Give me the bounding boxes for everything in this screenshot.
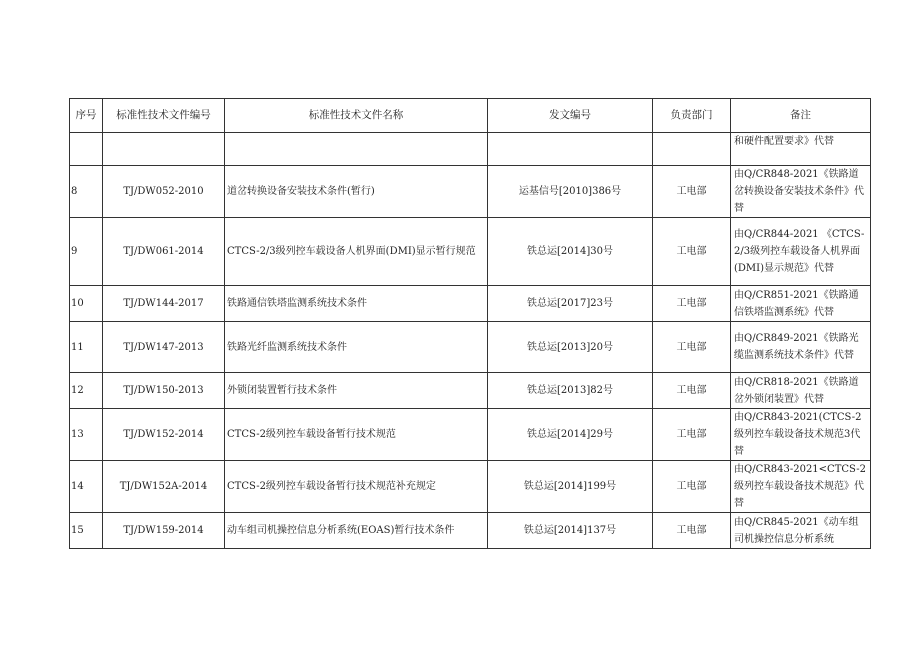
row-note: 由Q/CR843-2021<CTCS-2级列控车载设备技术规范》代替 bbox=[731, 461, 871, 513]
row-doc-number: 铁总运[2014]137号 bbox=[488, 513, 653, 549]
row-note: 由Q/CR818-2021《铁路道岔外锁闭装置》代替 bbox=[731, 373, 871, 409]
table-row bbox=[70, 461, 871, 513]
table-row bbox=[70, 218, 871, 286]
row-name: 动车组司机操控信息分析系统(EOAS)暂行技术条件 bbox=[225, 513, 488, 549]
row-dept: 工电部 bbox=[653, 322, 731, 373]
header-dept: 负责部门 bbox=[653, 99, 731, 133]
row-seq: 12 bbox=[70, 373, 103, 409]
row-code: TJ/DW159-2014 bbox=[103, 513, 225, 549]
header-row bbox=[70, 99, 871, 133]
table-row bbox=[70, 513, 871, 549]
table-row bbox=[70, 166, 871, 218]
row-name: CTCS-2级列控车载设备暂行技术规范 bbox=[225, 409, 488, 461]
header-code: 标准性技术文件编号 bbox=[103, 99, 225, 133]
row-code: TJ/DW150-2013 bbox=[103, 373, 225, 409]
header-note: 备注 bbox=[731, 99, 871, 133]
table-row bbox=[70, 373, 871, 409]
header-doc-number: 发文编号 bbox=[488, 99, 653, 133]
continued-note: 和硬件配置要求》代替 bbox=[731, 133, 871, 166]
row-dept: 工电部 bbox=[653, 461, 731, 513]
row-dept: 工电部 bbox=[653, 218, 731, 286]
table-row bbox=[70, 322, 871, 373]
table-row bbox=[70, 409, 871, 461]
row-doc-number: 铁总运[2014]30号 bbox=[488, 218, 653, 286]
row-code: TJ/DW052-2010 bbox=[103, 166, 225, 218]
row-seq: 13 bbox=[70, 409, 103, 461]
header-name: 标准性技术文件名称 bbox=[225, 99, 488, 133]
row-seq: 10 bbox=[70, 286, 103, 322]
row-name: 铁路光纤监测系统技术条件 bbox=[225, 322, 488, 373]
row-seq: 15 bbox=[70, 513, 103, 549]
row-dept: 工电部 bbox=[653, 409, 731, 461]
row-seq: 11 bbox=[70, 322, 103, 373]
row-name: CTCS-2级列控车载设备暂行技术规范补充规定 bbox=[225, 461, 488, 513]
table-row bbox=[70, 286, 871, 322]
row-name: 铁路通信铁塔监测系统技术条件 bbox=[225, 286, 488, 322]
row-note: 由Q/CR843-2021(CTCS-2级列控车载设备技术规范3代替 bbox=[731, 409, 871, 461]
row-note: 由Q/CR844-2021 《CTCS-2/3级列控车载设备人机界面(DMI)显示规范》代替 bbox=[731, 218, 871, 286]
row-doc-number: 运基信号[2010]386号 bbox=[488, 166, 653, 218]
row-doc-number: 铁总运[2013]82号 bbox=[488, 373, 653, 409]
row-doc-number: 铁总运[2014]199号 bbox=[488, 461, 653, 513]
row-code: TJ/DW152A-2014 bbox=[103, 461, 225, 513]
row-dept: 工电部 bbox=[653, 373, 731, 409]
row-doc-number: 铁总运[2014]29号 bbox=[488, 409, 653, 461]
row-note: 由Q/CR849-2021《铁路光缆监测系统技术条件》代替 bbox=[731, 322, 871, 373]
row-code: TJ/DW152-2014 bbox=[103, 409, 225, 461]
row-note: 由Q/CR851-2021《铁路通信铁塔监测系统》代替 bbox=[731, 286, 871, 322]
header-seq: 序号 bbox=[70, 99, 103, 133]
continued-row bbox=[70, 133, 871, 166]
row-dept: 工电部 bbox=[653, 286, 731, 322]
row-dept: 工电部 bbox=[653, 513, 731, 549]
row-note: 由Q/CR845-2021《动车组司机操控信息分析系统 bbox=[731, 513, 871, 549]
row-name: 道岔转换设备安装技术条件(暂行) bbox=[225, 166, 488, 218]
row-dept: 工电部 bbox=[653, 166, 731, 218]
row-doc-number: 铁总运[2017]23号 bbox=[488, 286, 653, 322]
row-seq: 9 bbox=[70, 218, 103, 286]
row-code: TJ/DW061-2014 bbox=[103, 218, 225, 286]
row-seq: 14 bbox=[70, 461, 103, 513]
standards-table bbox=[69, 98, 871, 549]
row-doc-number: 铁总运[2013]20号 bbox=[488, 322, 653, 373]
row-note: 由Q/CR848-2021《铁路道岔转换设备安装技术条件》代替 bbox=[731, 166, 871, 218]
row-name: CTCS-2/3级列控车载设备人机界面(DMI)显示暂行规范 bbox=[225, 218, 488, 286]
row-name: 外锁闭装置暂行技术条件 bbox=[225, 373, 488, 409]
row-code: TJ/DW144-2017 bbox=[103, 286, 225, 322]
row-code: TJ/DW147-2013 bbox=[103, 322, 225, 373]
row-seq: 8 bbox=[70, 166, 103, 218]
